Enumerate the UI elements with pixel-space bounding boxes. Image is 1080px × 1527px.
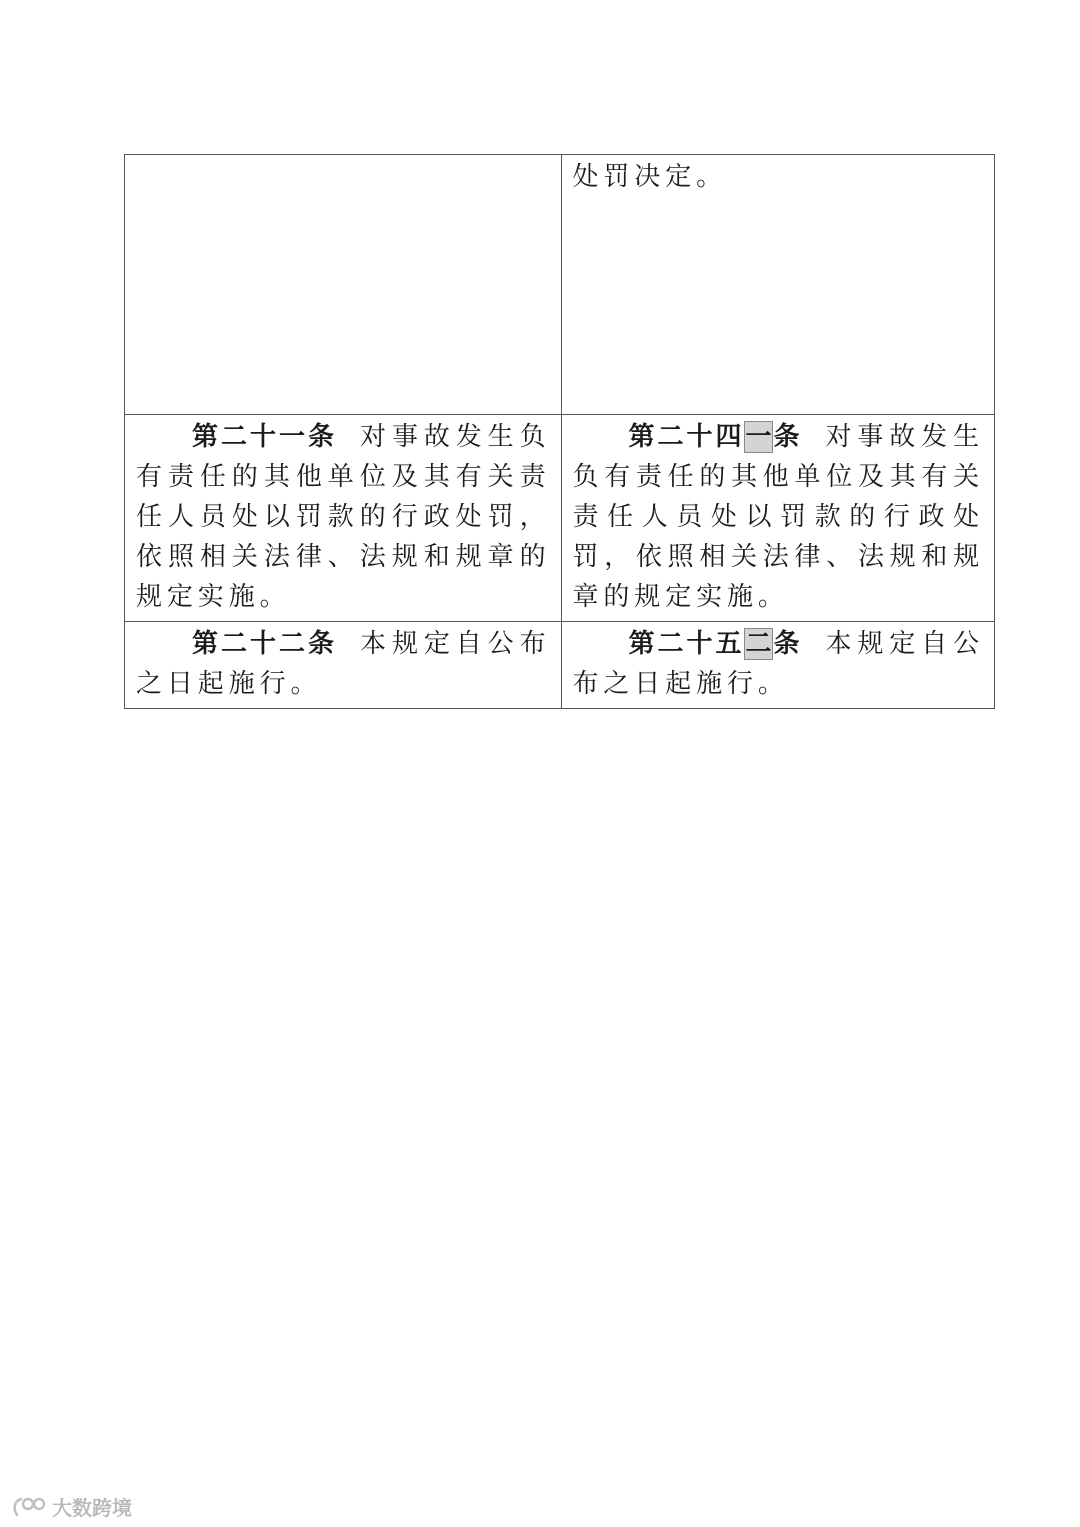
revised-article-text: 本规定自公布之日起施行。 bbox=[572, 629, 984, 699]
revised-text: 处罚决定。 bbox=[572, 162, 728, 192]
revised-title-prefix: 第二十四 bbox=[628, 422, 745, 452]
revised-title-suffix: 条 bbox=[772, 629, 803, 659]
original-cell bbox=[125, 622, 562, 709]
table-row bbox=[125, 415, 995, 622]
revised-article-title bbox=[629, 422, 803, 452]
revised-article-text: 对事故发生负有责任的其他单位及其有关责任人员处以罚款的行政处罚，依照相关法律、法规和规章的规定实施。 bbox=[572, 422, 984, 612]
watermark-text: 大数跨境 bbox=[52, 1496, 132, 1520]
deleted-character-mark: 一 bbox=[745, 422, 772, 452]
revised-title-suffix: 条 bbox=[772, 422, 803, 452]
original-article-text: 对事故发生负有责任的其他单位及其有关责任人员处以罚款的行政处罚，依照相关法律、法规和规章的规定实施。 bbox=[136, 422, 551, 612]
watermark-logo-icon bbox=[12, 1495, 46, 1519]
table-row bbox=[125, 155, 995, 415]
deleted-character-mark: 二 bbox=[745, 629, 772, 659]
original-article-title: 第二十一条 bbox=[192, 422, 338, 452]
original-article-text: 本规定自公布之日起施行。 bbox=[136, 629, 551, 699]
original-cell bbox=[125, 415, 562, 622]
original-cell bbox=[125, 155, 562, 415]
revised-cell bbox=[561, 415, 995, 622]
original-article-title: 第二十二条 bbox=[192, 629, 338, 659]
comparison-table bbox=[124, 154, 995, 709]
revised-cell bbox=[561, 622, 995, 709]
revised-article-title bbox=[629, 629, 803, 659]
revised-cell bbox=[561, 155, 995, 415]
revised-title-prefix: 第二十五 bbox=[628, 629, 745, 659]
watermark bbox=[12, 1492, 132, 1521]
table-row bbox=[125, 622, 995, 709]
